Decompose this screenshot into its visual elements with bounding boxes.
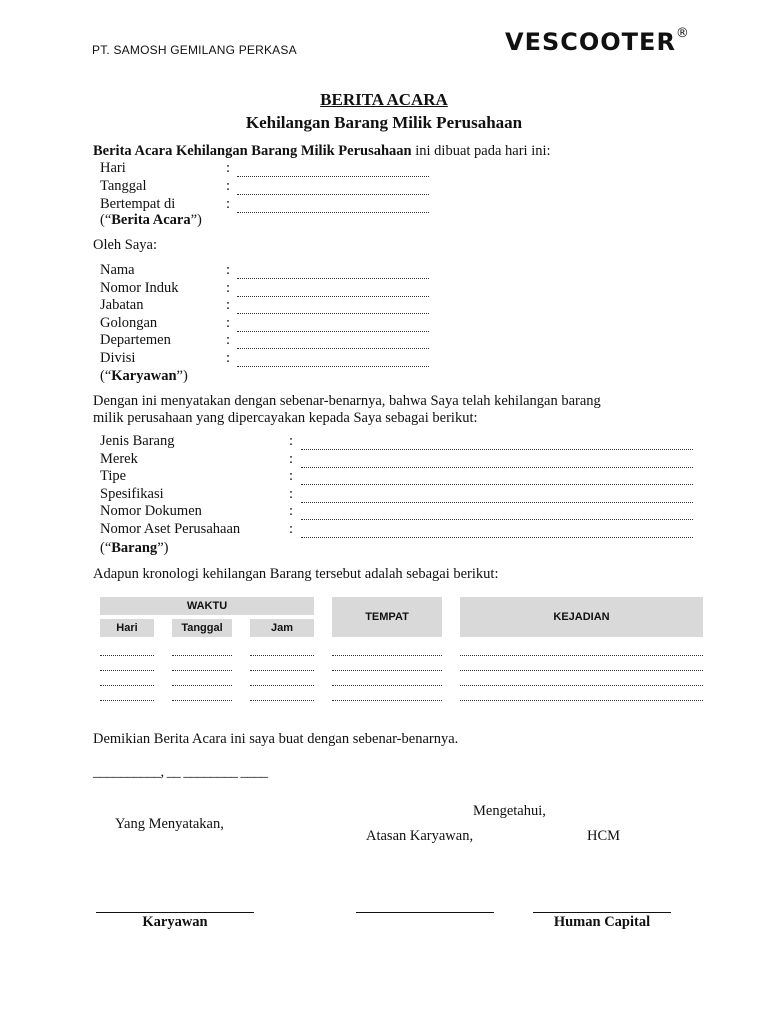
fill-in-line[interactable] <box>237 331 429 332</box>
oleh-saya: Oleh Saya: <box>93 237 158 253</box>
alias-close: ”) <box>176 368 188 384</box>
field-label: Nomor Dokumen <box>100 503 202 520</box>
header-kejadian: KEJADIAN <box>460 597 703 637</box>
field-label: Jabatan <box>100 297 144 314</box>
field-colon: : <box>289 485 294 502</box>
table-row-line[interactable] <box>250 685 314 686</box>
table-row-line[interactable] <box>172 685 232 686</box>
fill-in-line[interactable] <box>237 212 429 213</box>
field-colon: : <box>289 468 294 485</box>
document-title <box>0 90 768 133</box>
header-waktu: WAKTU <box>100 597 314 615</box>
alias-bold: Barang <box>111 540 158 556</box>
field-colon: : <box>226 160 231 176</box>
atasan-karyawan-label: Atasan Karyawan, <box>366 828 474 844</box>
title-line-1: BERITA ACARA <box>320 90 448 109</box>
signature-human-capital: Human Capital <box>553 914 651 930</box>
table-row-line[interactable] <box>172 655 232 656</box>
signature-line-atasan <box>356 912 494 913</box>
alias-bold: Karyawan <box>111 368 177 384</box>
field-label: Hari <box>100 160 126 176</box>
fill-in-line[interactable] <box>301 502 693 503</box>
table-row-line[interactable] <box>250 655 314 656</box>
table-row-line[interactable] <box>100 670 154 671</box>
field-colon: : <box>226 332 231 349</box>
field-label: Tipe <box>100 468 127 485</box>
fill-in-line[interactable] <box>301 467 693 468</box>
field-colon: : <box>226 350 231 366</box>
header-hari: Hari <box>100 619 154 637</box>
signature-karyawan: Karyawan <box>142 914 208 930</box>
fill-in-line[interactable] <box>301 484 693 485</box>
field-colon: : <box>226 196 231 212</box>
alias-open: (“ <box>100 540 112 556</box>
logo-text: VESCOOTER <box>505 28 676 56</box>
closing-statement: Demikian Berita Acara ini saya buat dengan sebenar-benarnya. <box>93 731 459 747</box>
table-row-line[interactable] <box>460 670 703 671</box>
intro-rest: ini dibuat pada hari ini: <box>411 143 551 159</box>
field-label: Nomor Aset Perusahaan <box>100 521 241 537</box>
table-row-line[interactable] <box>460 685 703 686</box>
alias-open: (“ <box>100 212 112 228</box>
table-row-line[interactable] <box>332 670 442 671</box>
fill-in-line[interactable] <box>237 313 429 314</box>
signature-line-hcm <box>533 912 671 913</box>
table-row-line[interactable] <box>460 700 703 701</box>
intro-paragraph <box>93 143 551 160</box>
fill-in-line[interactable] <box>237 176 429 177</box>
date-line: __________, __ ________ ____ <box>93 764 268 780</box>
statement-line-2: milik perusahaan yang dipercayakan kepada Saya sebagai berikut: <box>93 410 478 426</box>
title-line-2: Kehilangan Barang Milik Perusahaan <box>245 113 523 132</box>
fill-in-line[interactable] <box>237 194 429 195</box>
field-label: Nomor Induk <box>100 279 179 296</box>
table-row-line[interactable] <box>100 700 154 701</box>
header-tanggal: Tanggal <box>172 619 232 637</box>
company-name: PT. SAMOSH GEMILANG PERKASA <box>92 43 297 57</box>
field-label: Departemen <box>100 332 171 349</box>
alias-close: ”) <box>190 212 202 228</box>
field-label: Divisi <box>100 350 136 366</box>
field-label: Spesifikasi <box>100 485 164 502</box>
table-row-line[interactable] <box>250 670 314 671</box>
field-colon: : <box>226 279 231 296</box>
header-jam: Jam <box>250 619 314 637</box>
field-colon: : <box>289 521 294 537</box>
field-colon: : <box>289 503 294 520</box>
hcm-label: HCM <box>587 828 621 844</box>
signature-line-karyawan <box>96 912 254 913</box>
alias-open: (“ <box>100 368 112 384</box>
table-row-line[interactable] <box>100 655 154 656</box>
field-colon: : <box>226 178 231 194</box>
statement-line-1: Dengan ini menyatakan dengan sebenar-benarnya, bahwa Saya telah kehilangan barang <box>93 393 601 409</box>
intro-bold: Berita Acara Kehilangan Barang Milik Perusahaan <box>93 143 412 159</box>
field-label: Merek <box>100 450 138 467</box>
table-row-line[interactable] <box>332 655 442 656</box>
fill-in-line[interactable] <box>237 296 429 297</box>
employee-alias <box>100 368 188 385</box>
field-colon: : <box>226 314 231 331</box>
table-row-line[interactable] <box>332 685 442 686</box>
mengetahui-label: Mengetahui, <box>473 803 546 819</box>
alias-close: ”) <box>157 540 169 556</box>
field-colon: : <box>289 433 294 449</box>
table-row-line[interactable] <box>250 700 314 701</box>
field-label: Tanggal <box>100 178 147 194</box>
vescooter-logo <box>505 28 690 56</box>
field-label: Golongan <box>100 314 158 331</box>
table-row-line[interactable] <box>172 700 232 701</box>
table-row-line[interactable] <box>460 655 703 656</box>
event-alias <box>100 212 202 229</box>
fill-in-line[interactable] <box>301 519 693 520</box>
fill-in-line[interactable] <box>237 348 429 349</box>
fill-in-line[interactable] <box>301 537 693 538</box>
fill-in-line[interactable] <box>237 366 429 367</box>
registered-mark: ® <box>675 26 690 41</box>
field-label: Nama <box>100 262 135 278</box>
header-tempat: TEMPAT <box>332 597 442 637</box>
fill-in-line[interactable] <box>301 449 693 450</box>
field-label: Jenis Barang <box>100 433 175 449</box>
field-label: Bertempat di <box>100 196 176 212</box>
alias-bold: Berita Acara <box>111 212 191 228</box>
fill-in-line[interactable] <box>237 278 429 279</box>
chronology-intro: Adapun kronologi kehilangan Barang tersebut adalah sebagai berikut: <box>93 566 499 582</box>
field-colon: : <box>226 262 231 278</box>
table-row-line[interactable] <box>332 700 442 701</box>
table-row-line[interactable] <box>100 685 154 686</box>
field-colon: : <box>226 297 231 314</box>
yang-menyatakan-label: Yang Menyatakan, <box>115 816 224 832</box>
field-colon: : <box>289 450 294 467</box>
table-row-line[interactable] <box>172 670 232 671</box>
item-alias <box>100 540 168 557</box>
